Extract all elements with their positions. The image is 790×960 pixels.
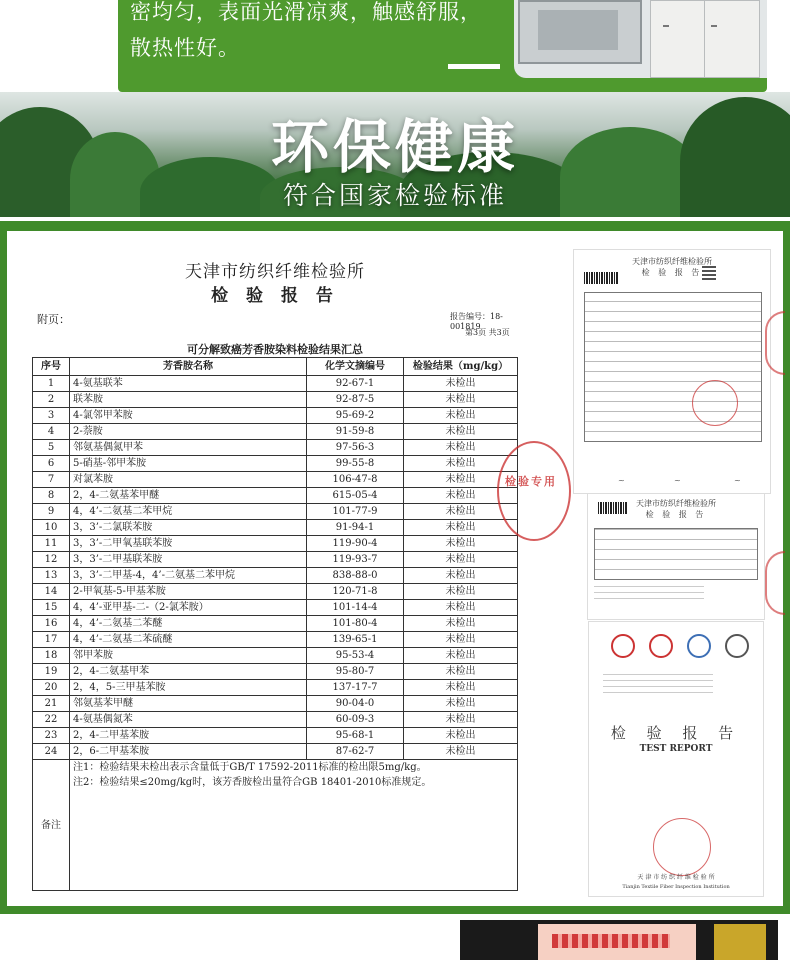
feature-line-1: 密均匀，表面光滑凉爽，触感舒服， [130,0,482,24]
row-no: 4 [33,424,70,440]
row-no: 20 [33,680,70,696]
thumb-b-org: 天津市纺织纤维检验所 [636,499,716,508]
table-row [33,552,518,568]
table-row [33,712,518,728]
table-row [33,632,518,648]
row-result: 未检出 [404,392,518,408]
row-cas: 95-80-7 [307,664,404,680]
table-row [33,696,518,712]
col-name: 芳香胺名称 [70,358,307,376]
table-body [33,376,518,760]
row-name: 3，3’-二甲基联苯胺 [70,552,307,568]
row-name: 邻甲苯胺 [70,648,307,664]
signature: ~ [734,476,741,485]
row-cas: 106-47-8 [307,472,404,488]
row-no: 23 [33,728,70,744]
row-result: 未检出 [404,440,518,456]
table-row [33,744,518,760]
row-result: 未检出 [404,584,518,600]
row-no: 2 [33,392,70,408]
page-info: 第3页 共3页 [465,328,510,337]
thumb-a-title: 检 验 报 告 [641,268,703,277]
row-name: 邻氨基偶氮甲苯 [70,440,307,456]
row-no: 19 [33,664,70,680]
remarks-label: 备注 [33,760,70,891]
thumb-b-table [594,528,758,580]
row-cas: 92-67-1 [307,376,404,392]
row-cas: 95-53-4 [307,648,404,664]
row-result: 未检出 [404,680,518,696]
row-cas: 119-93-7 [307,552,404,568]
row-cas: 90-04-0 [307,696,404,712]
row-result: 未检出 [404,376,518,392]
notes-cell [70,760,518,891]
product-preview [460,920,778,960]
row-name: 5-硝基-邻甲苯胺 [70,456,307,472]
row-name: 4，4’-亚甲基-二-（2-氯苯胺） [70,600,307,616]
main-report [25,231,525,901]
report-thumbnail-summary [587,493,765,620]
row-cas: 139-65-1 [307,632,404,648]
cma-logo [611,634,635,658]
attachment-label: 附页： [37,313,70,326]
product-label [538,924,696,960]
table-row [33,680,518,696]
row-cas: 615-05-4 [307,488,404,504]
row-cas: 97-56-3 [307,440,404,456]
row-name: 邻氨基苯甲醚 [70,696,307,712]
table-row [33,536,518,552]
row-cas: 120-71-8 [307,584,404,600]
row-name: 4，4’-二氨基二苯甲烷 [70,504,307,520]
table-row [33,472,518,488]
signature: ~ [674,476,681,485]
eco-banner [0,92,790,217]
thumb-c-footer: 天 津 市 纺 织 纤 维 检 验 所 [637,874,715,881]
row-name: 4，4’-二氨基二苯硫醚 [70,632,307,648]
cabinet-unit [650,0,760,78]
thumb-a-table [584,292,762,442]
table-header [33,358,518,376]
feature-line-2: 散热性好。 [130,36,240,60]
row-name: 2-甲氧基-5-甲基苯胺 [70,584,307,600]
machine-unit [518,0,642,64]
row-name: 4-氯邻甲苯胺 [70,408,307,424]
table-row [33,600,518,616]
thumb-c-en-title: TEST REPORT [639,744,713,754]
row-result: 未检出 [404,408,518,424]
report-number: 报告编号：18-001819 [450,312,503,331]
table-row [33,568,518,584]
table-row [33,408,518,424]
row-result: 未检出 [404,728,518,744]
row-name: 3，3’-二氯联苯胺 [70,520,307,536]
row-result: 未检出 [404,744,518,760]
row-cas: 95-68-1 [307,728,404,744]
table-row [33,488,518,504]
row-no: 22 [33,712,70,728]
col-cas: 化学文摘编号 [307,358,404,376]
table-row [33,440,518,456]
report-sheet [7,231,783,906]
row-name: 4，4’-二氨基二苯醚 [70,616,307,632]
banner-subtitle: 符合国家检验标准 [282,181,507,210]
row-no: 21 [33,696,70,712]
row-result: 未检出 [404,456,518,472]
col-result: 检验结果（mg/kg） [404,358,518,376]
row-result: 未检出 [404,632,518,648]
signature: ~ [618,476,625,485]
report-thumbnail-cover [573,249,771,494]
banner-title: 环保健康 [270,113,519,181]
row-name: 2，6-二甲基苯胺 [70,744,307,760]
row-result: 未检出 [404,520,518,536]
row-no: 13 [33,568,70,584]
row-cas: 87-62-7 [307,744,404,760]
row-no: 5 [33,440,70,456]
barcode [598,502,628,514]
table-row [33,728,518,744]
qr-code [702,266,716,280]
row-name: 4-氨基偶氮苯 [70,712,307,728]
red-seal: 检验专用 [497,441,571,541]
table-row [33,376,518,392]
row-result: 未检出 [404,472,518,488]
row-result: 未检出 [404,568,518,584]
thumb-a-org: 天津市纺织纤维检验所 [632,257,712,266]
table-row [33,616,518,632]
table-title: 可分解致癌芳香胺染料检验结果汇总 [187,343,363,356]
row-name: 3，3’-二甲氧基联苯胺 [70,536,307,552]
table-row [33,456,518,472]
row-result: 未检出 [404,616,518,632]
row-name: 2-萘胺 [70,424,307,440]
thumb-b-notes [594,586,704,604]
row-name: 2，4，5-三甲基苯胺 [70,680,307,696]
note-2: 注2：检验结果≤20mg/kg时，该芳香胺检出量符合GB 18401-2010标准规定。 [73,777,432,788]
thumb-c-footer-en: Tianjin Textile Fiber Inspection Institution [622,884,730,890]
row-no: 7 [33,472,70,488]
row-no: 16 [33,616,70,632]
row-cas: 101-14-4 [307,600,404,616]
row-no: 15 [33,600,70,616]
cal-logo [649,634,673,658]
row-result: 未检出 [404,664,518,680]
row-cas: 91-59-8 [307,424,404,440]
row-no: 18 [33,648,70,664]
row-no: 3 [33,408,70,424]
row-cas: 838-88-0 [307,568,404,584]
note-1: 注1：检验结果未检出表示含量低于GB/T 17592-2011标准的检出限5mg/kg。 [73,762,427,773]
barcode [584,272,618,284]
report-title: 检 验 报 告 [211,286,339,306]
feature-divider [448,64,500,69]
report-frame [0,221,790,914]
report-org: 天津市纺织纤维检验所 [185,262,365,282]
table-row [33,504,518,520]
row-cas: 119-90-4 [307,536,404,552]
row-result: 未检出 [404,552,518,568]
row-name: 2，4-二氨基甲苯 [70,664,307,680]
thumb-c-title: 检 验 报 告 [610,724,742,742]
row-no: 6 [33,456,70,472]
row-result: 未检出 [404,648,518,664]
edge-seal [765,551,785,615]
row-cas: 92-87-5 [307,392,404,408]
thumb-c-seal [653,818,711,876]
cnas-logo [687,634,711,658]
table-row [33,520,518,536]
thumb-c-notes [603,670,713,698]
row-result: 未检出 [404,712,518,728]
table-row [33,648,518,664]
row-no: 17 [33,632,70,648]
table-row [33,584,518,600]
feature-text [130,0,482,66]
table-row [33,424,518,440]
table-row [33,664,518,680]
row-name: 4-氨基联苯 [70,376,307,392]
row-cas: 101-77-9 [307,504,404,520]
row-result: 未检出 [404,504,518,520]
row-cas: 99-55-8 [307,456,404,472]
product-edge [714,924,766,960]
table-row [33,392,518,408]
feature-band [118,0,767,92]
edge-seal [765,311,785,375]
machine-photo [514,0,767,78]
thumb-b-title: 检 验 报 告 [645,510,707,519]
notes-row [33,760,518,891]
row-result: 未检出 [404,536,518,552]
row-no: 11 [33,536,70,552]
row-no: 10 [33,520,70,536]
row-no: 8 [33,488,70,504]
col-no: 序号 [33,358,70,376]
row-name: 2，4-二氨基苯甲醚 [70,488,307,504]
row-result: 未检出 [404,424,518,440]
row-no: 9 [33,504,70,520]
row-result: 未检出 [404,696,518,712]
row-cas: 60-09-3 [307,712,404,728]
thumb-a-seal [692,380,738,426]
row-cas: 101-80-4 [307,616,404,632]
ilac-logo [725,634,749,658]
row-cas: 91-94-1 [307,520,404,536]
row-cas: 95-69-2 [307,408,404,424]
row-no: 14 [33,584,70,600]
row-name: 对氯苯胺 [70,472,307,488]
report-thumbnail-back [588,621,764,897]
row-cas: 137-17-7 [307,680,404,696]
row-name: 3，3’-二甲基-4，4’-二氨基二苯甲烷 [70,568,307,584]
row-name: 2，4-二甲基苯胺 [70,728,307,744]
row-result: 未检出 [404,488,518,504]
results-table [32,357,518,891]
row-no: 1 [33,376,70,392]
row-no: 12 [33,552,70,568]
row-no: 24 [33,744,70,760]
row-name: 联苯胺 [70,392,307,408]
row-result: 未检出 [404,600,518,616]
